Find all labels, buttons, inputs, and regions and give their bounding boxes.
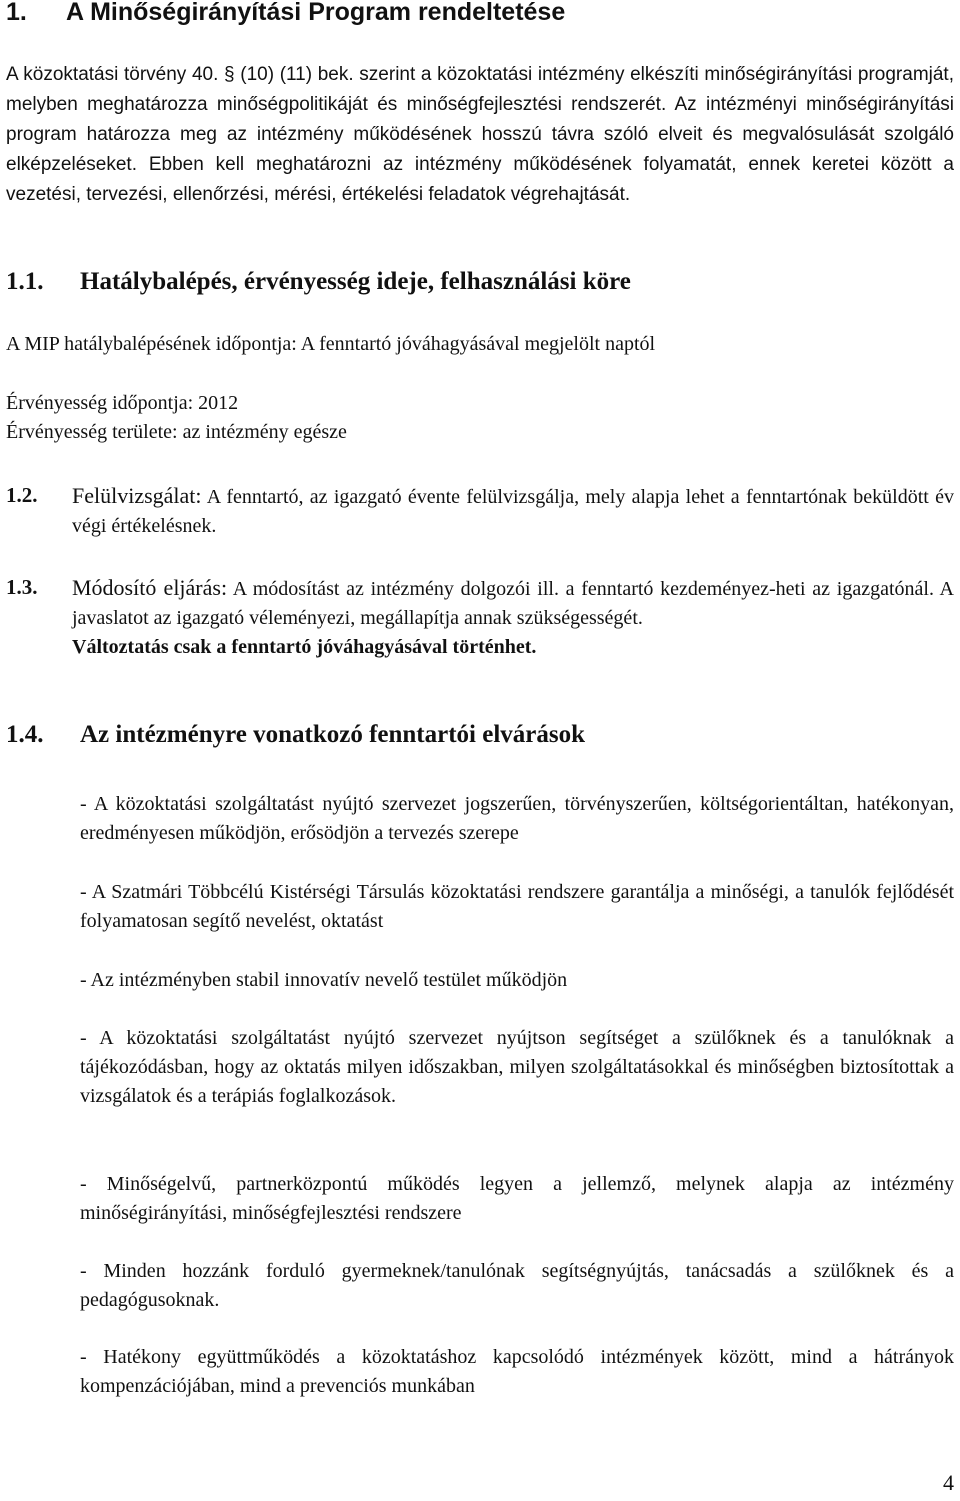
section-1-4-heading [6, 721, 585, 749]
chapter-number: 1. [6, 0, 27, 26]
chapter-title: A Minőségirányítási Program rendeltetése [66, 0, 566, 26]
list-item: - A közoktatási szolgáltatást nyújtó szervezet nyújtson segítséget a szülőknek és a tanulóknak a tájékozódásban, hogy az oktatás milyen időszakban, milyen szolgáltatásokkal és minőségben biztosítottak a vizsgálatok és a terápiás foglalkozások. [80, 1027, 954, 1107]
page-number: 4 [943, 1470, 954, 1495]
section-body [72, 481, 954, 541]
section-number: 1.2. [6, 483, 38, 507]
section-label: Módosító eljárás: [72, 575, 228, 600]
section-text: A fenntartó, az igazgató évente felülvizsgálja, mely alapja lehet a fenntartónak beküldött év végi értékelésnek. [72, 486, 954, 537]
section-1-2 [6, 481, 954, 541]
validity-time-line: Érvényesség időpontja: 2012 [6, 392, 239, 414]
section-number: 1.4. [6, 721, 44, 748]
section-emphasis: Változtatás csak a fenntartó jóváhagyásával történhet. [72, 636, 537, 658]
section-1-3 [6, 573, 954, 662]
list-item: - Minden hozzánk forduló gyermeknek/tanulónak segítségnyújtás, tanácsadás a szülőknek és a pedagógusoknak. [80, 1260, 954, 1311]
validity-scope-line: Érvényesség területe: az intézmény egésze [6, 421, 347, 443]
list-item: - Minőségelvű, partnerközpontú működés legyen a jellemző, melynek alapja az intézmény minőségirányítási, minőségfejlesztési rendszere [80, 1173, 954, 1224]
section-number: 1.3. [6, 575, 38, 599]
list-item: - A közoktatási szolgáltatást nyújtó szervezet jogszerűen, törvényszerűen, költségorientáltan, hatékonyan, eredményesen működjön, erősödjön a tervezés szerepe [80, 793, 954, 844]
section-label: Felülvizsgálat: [72, 483, 202, 508]
list-item: - A Szatmári Többcélú Kistérségi Társulás közoktatási rendszere garantálja a minőségi, a tanulók fejlődését folyamatosan segítő nevelést, oktatást [80, 881, 954, 932]
section-1-1-heading [6, 268, 631, 296]
section-title: Az intézményre vonatkozó fenntartói elvárások [80, 721, 586, 748]
effective-date-line: A MIP hatálybalépésének időpontja: A fenntartó jóváhagyásával megjelölt naptól [6, 333, 656, 355]
section-body [72, 573, 954, 662]
chapter-heading [6, 0, 565, 27]
section-number: 1.1. [6, 268, 44, 295]
list-item: - Hatékony együttműködés a közoktatáshoz kapcsolódó intézmények között, mind a hátrányok kompenzációjában, mind a prevenciós munkában [80, 1346, 954, 1397]
intro-section [6, 60, 954, 210]
list-item: - Az intézményben stabil innovatív nevelő testület működjön [80, 969, 568, 991]
section-text: A módosítást az intézmény dolgozói ill. a fenntartó kezdeményez-heti az igazgatónál. A javaslatot az igazgató véleményezi, megállapítja annak szükségességét. [72, 578, 954, 629]
section-title: Hatálybalépés, érvényesség ideje, felhasználási köre [80, 268, 631, 295]
intro-paragraph: A közoktatási törvény 40. § (10) (11) bek. szerint a közoktatási intézmény elkészíti minőségirányítási programját, melyben meghatározza minőségpolitikáját és minőségfejlesztési rendszerét. Az intézményi minőségirányítási program határozza meg az intézmény működésének hosszú távra szóló elveit és megvalósulását szolgáló elképzeléseket. Ebben kell meghatározni az intézmény működésének folyamatát, ennek keretei között a vezetési, tervezési, ellenőrzési, mérési, értékelési feladatok végrehajtását. [6, 64, 954, 205]
